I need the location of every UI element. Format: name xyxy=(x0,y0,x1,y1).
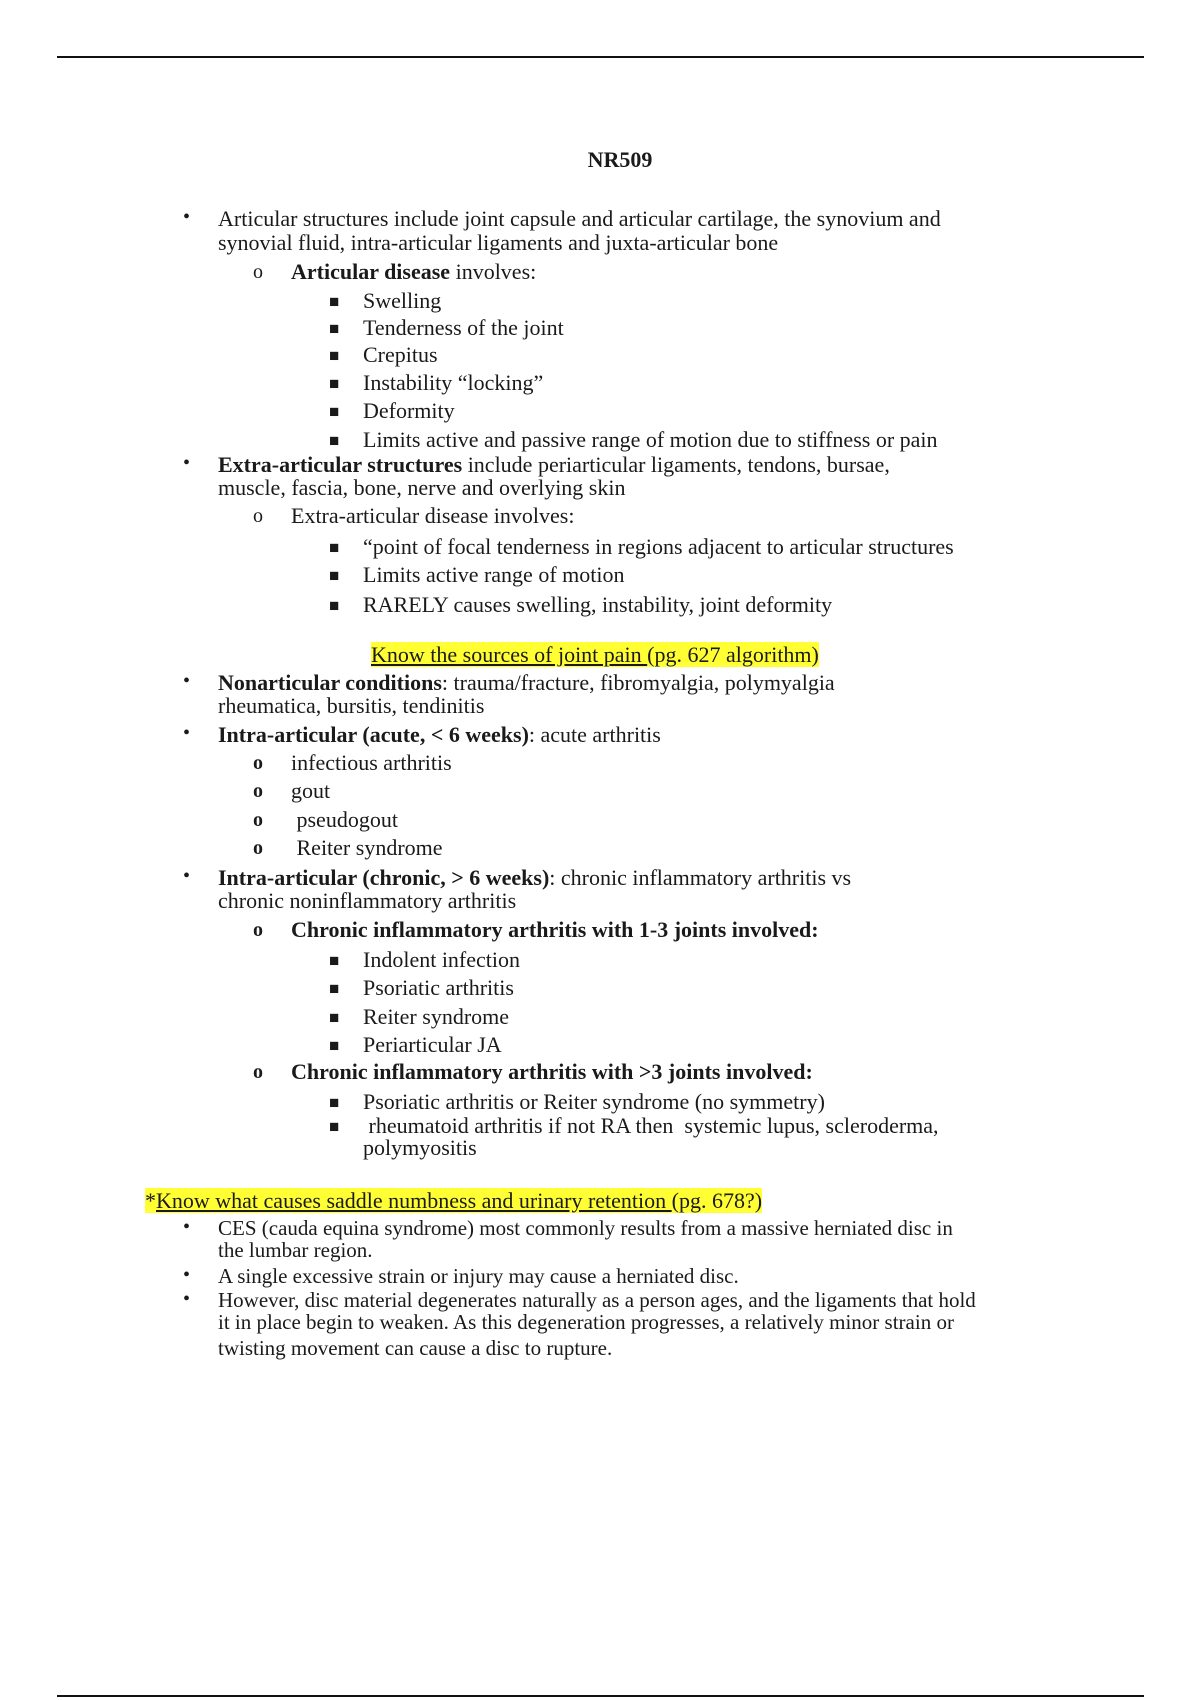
ces-line-2: the lumbar region. xyxy=(218,1238,373,1262)
list-item: pseudogout xyxy=(291,807,398,832)
chronic-1-3-joints-heading: Chronic inflammatory arthritis with 1-3 joints involved: xyxy=(291,917,819,942)
square-marker: ■ xyxy=(329,346,340,365)
intra-articular-chronic-line-1 xyxy=(218,866,851,889)
list-item: rheumatoid arthritis if not RA then systemic lupus, scleroderma, xyxy=(363,1113,939,1138)
circle-marker: o xyxy=(253,837,263,859)
bullet-marker: • xyxy=(183,865,191,887)
bullet-marker: • xyxy=(183,722,191,744)
bottom-rule xyxy=(57,1695,1144,1697)
circle-marker: o xyxy=(253,919,263,941)
circle-marker: o xyxy=(253,752,263,774)
saddle-heading-underlined: Know what causes saddle numbness and urinary retention xyxy=(156,1188,672,1213)
square-marker: ■ xyxy=(329,566,340,585)
intra-articular-acute-line xyxy=(218,723,661,746)
list-item: Psoriatic arthritis xyxy=(363,975,514,1000)
articular-structures-line-1: Articular structures include joint capsule and articular cartilage, the synovium and xyxy=(218,206,941,231)
saddle-heading-star: * xyxy=(145,1188,156,1213)
extra-articular-rest: include periarticular ligaments, tendons, bursae, xyxy=(462,452,890,477)
circle-marker: o xyxy=(253,1061,263,1083)
nonarticular-bold: Nonarticular conditions xyxy=(218,670,442,695)
degeneration-line-2: it in place begin to weaken. As this degeneration progresses, a relatively minor strain or xyxy=(218,1310,954,1334)
square-marker: ■ xyxy=(329,319,340,338)
square-marker: ■ xyxy=(329,979,340,998)
articular-structures-line-2: synovial fluid, intra-articular ligaments and juxta-articular bone xyxy=(218,230,779,255)
bullet-marker: • xyxy=(183,1288,191,1310)
bullet-marker: • xyxy=(183,670,191,692)
list-item: Limits active range of motion xyxy=(363,562,625,587)
ces-line-1: CES (cauda equina syndrome) most commonly results from a massive herniated disc in xyxy=(218,1216,953,1240)
list-item: gout xyxy=(291,778,331,803)
list-item: Periarticular JA xyxy=(363,1032,502,1057)
square-marker: ■ xyxy=(329,1093,340,1112)
acute-bold: Intra-articular (acute, < 6 weeks) xyxy=(218,722,529,747)
list-item: Tenderness of the joint xyxy=(363,315,564,340)
acute-rest: : acute arthritis xyxy=(528,722,661,747)
circle-marker: o xyxy=(253,261,263,283)
page-title: NR509 xyxy=(587,147,653,172)
herniated-disc-line: A single excessive strain or injury may cause a herniated disc. xyxy=(218,1264,739,1288)
chronic-bold: Intra-articular (chronic, > 6 weeks) xyxy=(218,865,550,890)
list-item: Crepitus xyxy=(363,342,438,367)
square-marker: ■ xyxy=(329,1036,340,1055)
degeneration-line-1: However, disc material degenerates naturally as a person ages, and the ligaments that hold xyxy=(218,1288,976,1312)
list-item: infectious arthritis xyxy=(291,750,452,775)
square-marker: ■ xyxy=(329,596,340,615)
joint-pain-heading-underlined: Know the sources of joint pain xyxy=(371,642,648,667)
degeneration-line-3: twisting movement can cause a disc to rupture. xyxy=(218,1336,613,1360)
list-item-continuation: polymyositis xyxy=(363,1135,477,1160)
square-marker: ■ xyxy=(329,431,340,450)
list-item: RARELY causes swelling, instability, joint deformity xyxy=(363,592,833,617)
nonarticular-rest: : trauma/fracture, fibromyalgia, polymyalgia xyxy=(441,670,835,695)
square-marker: ■ xyxy=(329,402,340,421)
chronic-rest: : chronic inflammatory arthritis vs xyxy=(549,865,852,890)
list-item: Reiter syndrome xyxy=(291,835,443,860)
joint-pain-heading-rest: (pg. 627 algorithm) xyxy=(647,642,819,667)
extra-articular-line-2: muscle, fascia, bone, nerve and overlying skin xyxy=(218,475,626,500)
intra-articular-chronic-line-2: chronic noninflammatory arthritis xyxy=(218,888,517,913)
extra-articular-bold: Extra-articular structures xyxy=(218,452,463,477)
list-item: Swelling xyxy=(363,288,442,313)
articular-disease-rest: involves: xyxy=(450,259,537,284)
bullet-marker: • xyxy=(183,1264,191,1286)
square-marker: ■ xyxy=(329,292,340,311)
nonarticular-line-2: rheumatica, bursitis, tendinitis xyxy=(218,693,485,718)
circle-marker: o xyxy=(253,505,263,527)
bullet-marker: • xyxy=(183,1216,191,1238)
circle-marker: o xyxy=(253,809,263,831)
extra-articular-line-1 xyxy=(218,453,890,476)
saddle-numbness-heading xyxy=(145,1189,762,1212)
circle-marker: o xyxy=(253,780,263,802)
articular-disease-heading xyxy=(291,260,536,283)
chronic-3-plus-joints-heading: Chronic inflammatory arthritis with >3 joints involved: xyxy=(291,1059,813,1084)
square-marker: ■ xyxy=(329,951,340,970)
list-item: Limits active and passive range of motion due to stiffness or pain xyxy=(363,427,938,452)
extra-articular-disease-heading: Extra-articular disease involves: xyxy=(291,503,575,528)
joint-pain-sources-heading xyxy=(371,643,819,666)
top-rule xyxy=(57,56,1144,58)
nonarticular-line-1 xyxy=(218,671,835,694)
square-marker: ■ xyxy=(329,538,340,557)
articular-disease-bold: Articular disease xyxy=(291,259,451,284)
list-item: Reiter syndrome xyxy=(363,1004,510,1029)
list-item: “point of focal tenderness in regions adjacent to articular structures xyxy=(363,534,954,559)
square-marker: ■ xyxy=(329,1117,340,1136)
list-item: Indolent infection xyxy=(363,947,521,972)
bullet-marker: • xyxy=(183,206,191,228)
list-item: Deformity xyxy=(363,398,455,423)
list-item: Instability “locking” xyxy=(363,370,544,395)
square-marker: ■ xyxy=(329,1008,340,1027)
list-item: Psoriatic arthritis or Reiter syndrome (no symmetry) xyxy=(363,1089,825,1114)
bullet-marker: • xyxy=(183,452,191,474)
square-marker: ■ xyxy=(329,374,340,393)
saddle-heading-rest: (pg. 678?) xyxy=(671,1188,763,1213)
